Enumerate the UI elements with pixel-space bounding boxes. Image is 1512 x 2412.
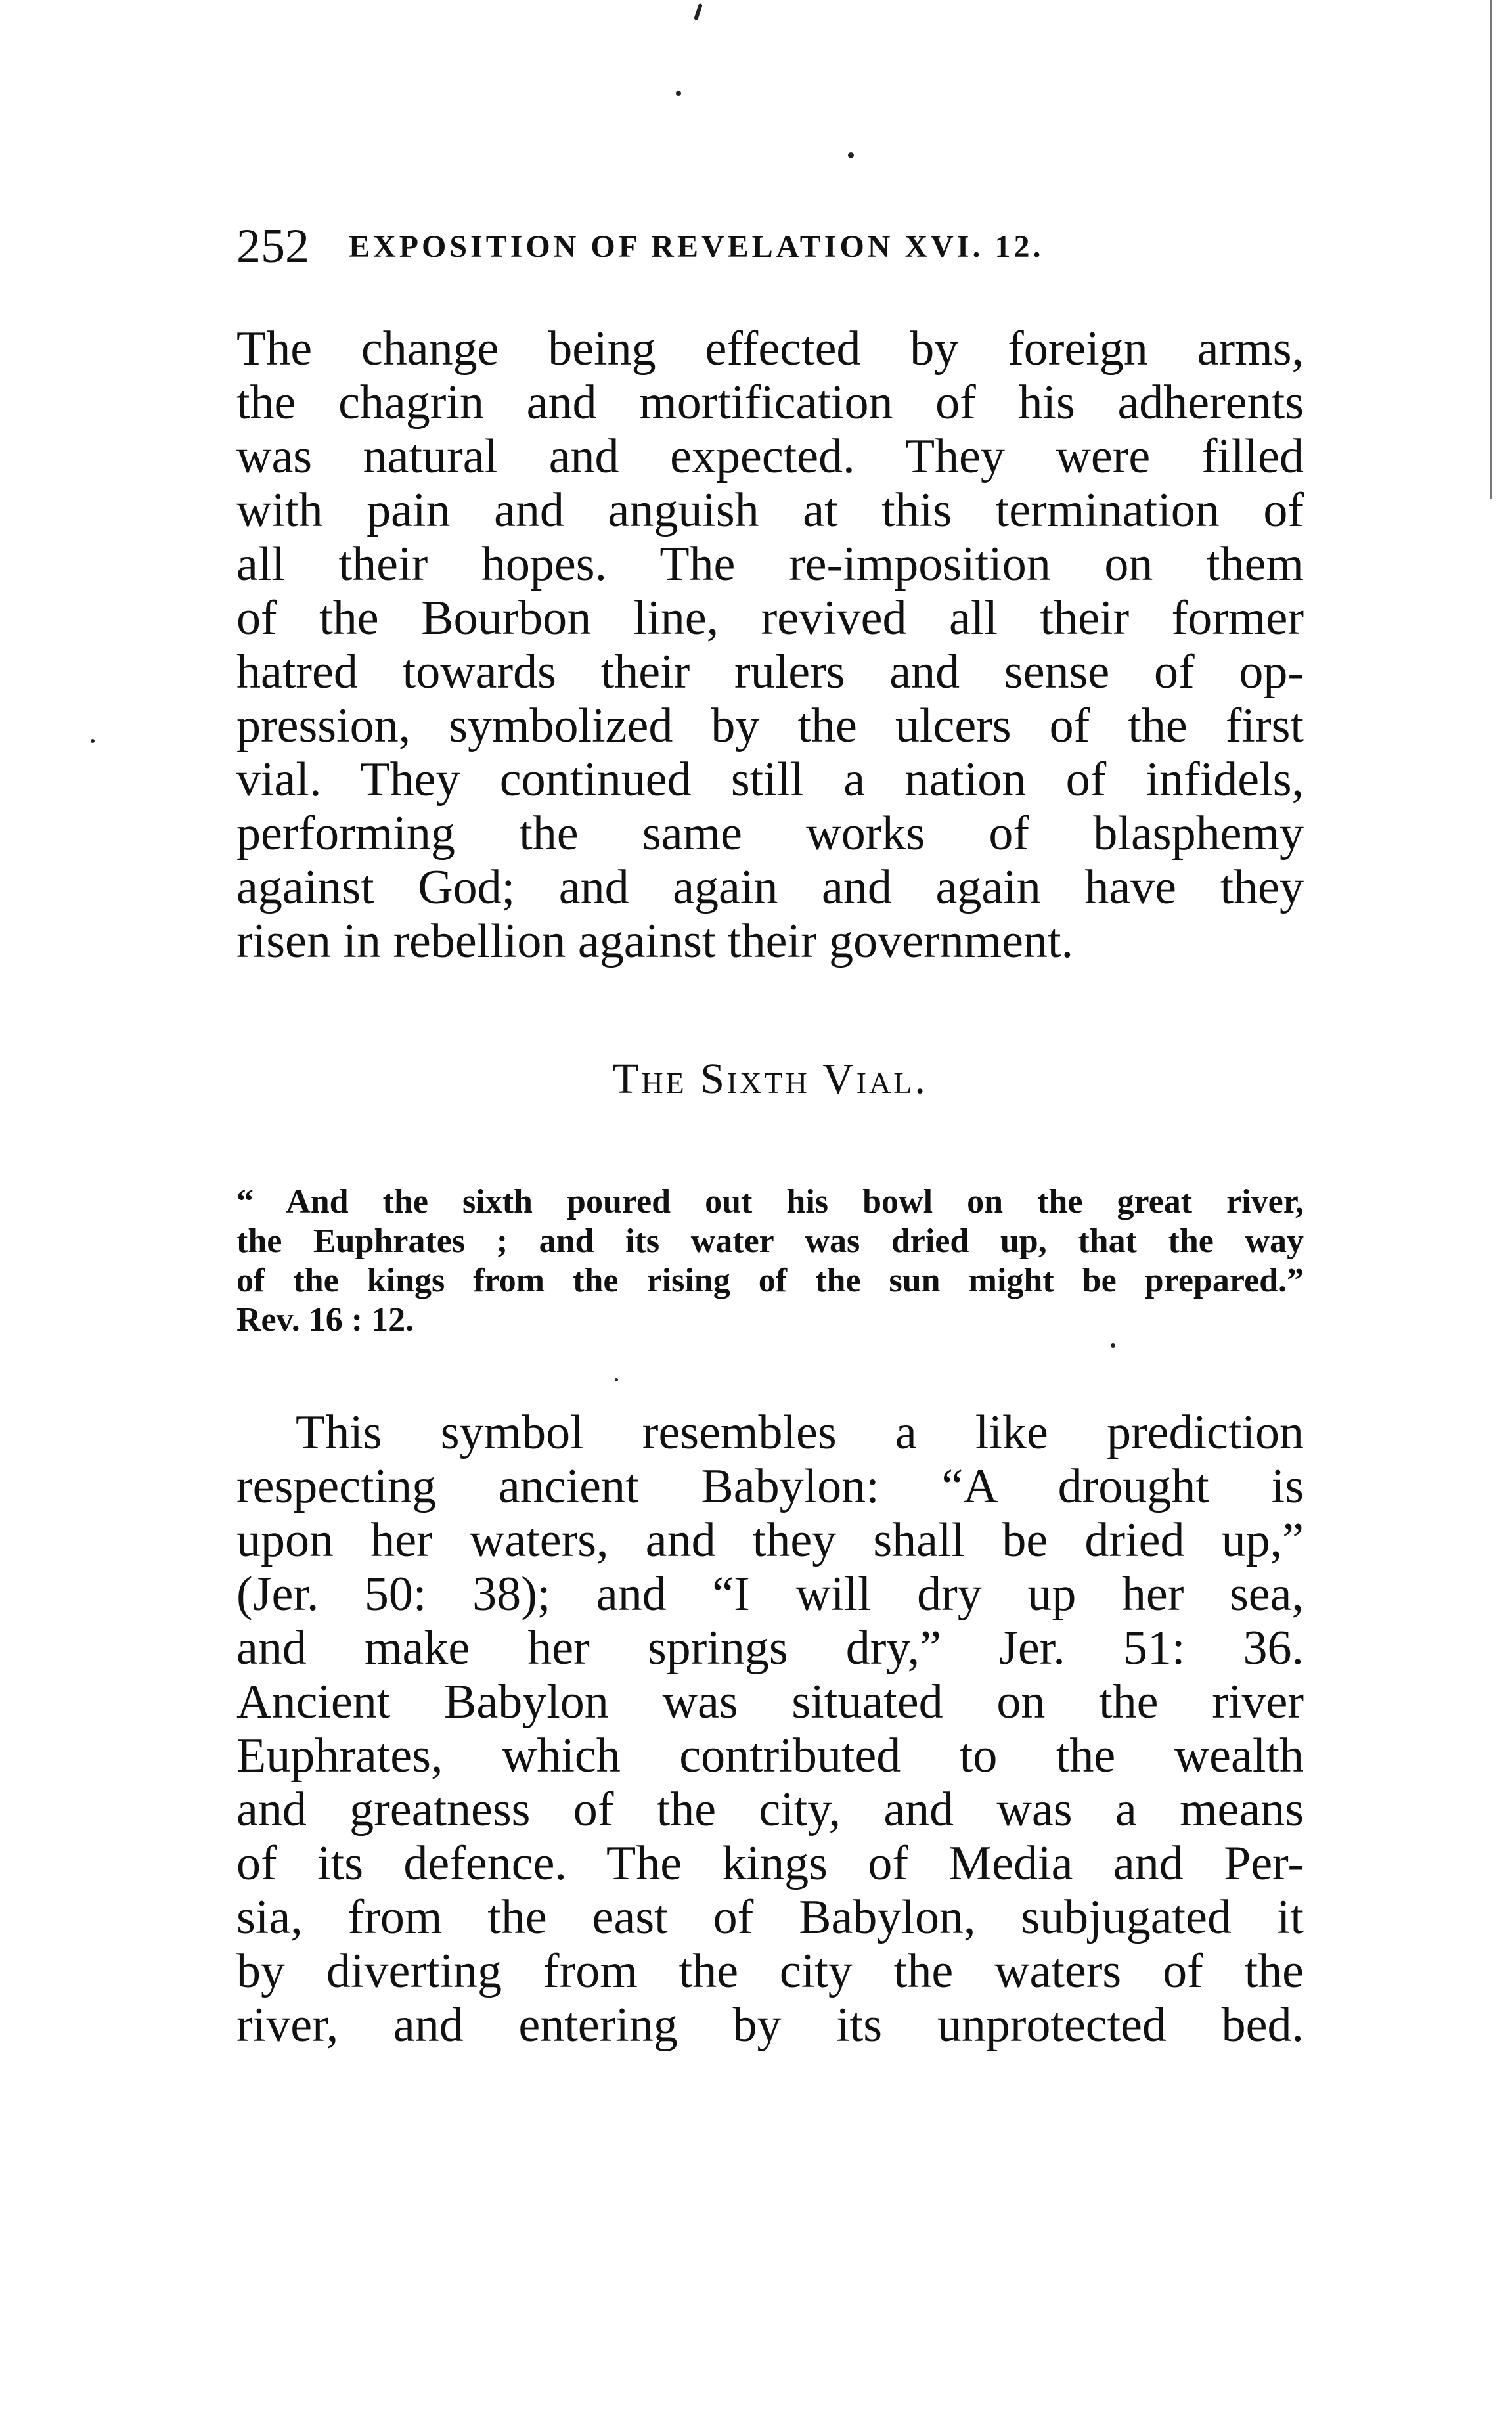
text-line: Ancient Babylon was situated on the river (236, 1675, 1304, 1729)
text-line: pression, symbolized by the ulcers of the first (236, 699, 1304, 753)
quote-reference: Rev. 16 : 12. (236, 1301, 414, 1339)
scan-speck (91, 739, 95, 743)
text-line: This symbol resembles a like prediction (296, 1406, 1304, 1460)
text-line: river, and entering by its unprotected bed. (236, 1998, 1304, 2052)
running-header (236, 217, 1314, 276)
text-line: of its defence. The kings of Media and Per- (236, 1837, 1304, 1890)
text-line: performing the same works of blasphemy (236, 807, 1304, 860)
text-line: of the Bourbon line, revived all their former (236, 591, 1304, 645)
page-gutter-edge (1490, 0, 1492, 499)
text-line: upon her waters, and they shall be dried up,” (236, 1513, 1304, 1567)
page-number: 252 (236, 219, 309, 273)
scan-speck (676, 91, 681, 96)
quote-line: “ And the sixth poured out his bowl on the great river, (236, 1183, 1304, 1220)
text-line: the chagrin and mortification of his adherents (236, 376, 1304, 430)
text-line: hatred towards their rulers and sense of op- (236, 645, 1304, 699)
text-line: respecting ancient Babylon: “A drought is (236, 1460, 1304, 1513)
text-line: with pain and anguish at this termination of (236, 483, 1304, 537)
scripture-quote (236, 1182, 1304, 1340)
quote-line: the Euphrates ; and its water was dried up, that the way (236, 1222, 1304, 1260)
scan-speck (1111, 1343, 1115, 1348)
text-line: sia, from the east of Babylon, subjugated it (236, 1890, 1304, 1944)
text-line: and make her springs dry,” Jer. 51: 36. (236, 1621, 1304, 1675)
section-heading: The Sixth Vial. (612, 1055, 928, 1103)
text-line: risen in rebellion against their government. (236, 914, 1074, 968)
paragraph-1 (236, 322, 1304, 968)
text-line: by diverting from the city the waters of the (236, 1944, 1304, 1998)
text-line: and greatness of the city, and was a means (236, 1783, 1304, 1837)
text-line: vial. They continued still a nation of infidels, (236, 753, 1304, 807)
text-line: was natural and expected. They were filled (236, 430, 1304, 483)
text-line: all their hopes. The re-imposition on them (236, 537, 1304, 591)
scan-speck (694, 3, 703, 21)
scan-speck (848, 152, 854, 158)
scan-speck (615, 1378, 618, 1381)
running-title: EXPOSITION OF REVELATION XVI. 12. (349, 229, 1044, 264)
paragraph-2 (236, 1406, 1304, 2052)
text-line: Euphrates, which contributed to the wealth (236, 1729, 1304, 1783)
text-line: The change being effected by foreign arms, (236, 322, 1304, 376)
text-line: (Jer. 50: 38); and “I will dry up her sea, (236, 1567, 1304, 1621)
quote-line: of the kings from the rising of the sun might be prepared.” (236, 1262, 1304, 1299)
text-line: against God; and again and again have they (236, 860, 1304, 914)
